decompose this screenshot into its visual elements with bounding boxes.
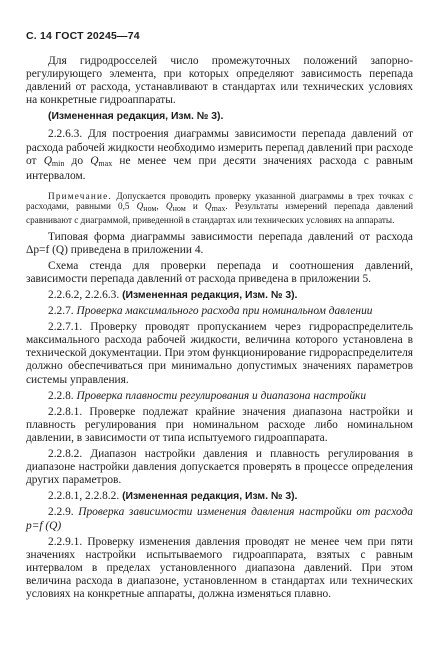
note-label: Примечание. bbox=[48, 190, 112, 201]
paragraph-2-2-7-1: 2.2.7.1. Проверку проводят пропусканием через гидрораспределитель максимального расхода рабочей жидкости, величина которого установлена в технической документации. При этом функционирование гидрораспределителя должно обеспечиваться при минимально допустимых значениях параметров системы управления. bbox=[26, 321, 413, 386]
paragraph-stand-scheme: Схема стенда для проверки перепада и соотношения давлений, зависимости перепада давлений от расхода приведена в приложении 5. bbox=[26, 259, 413, 285]
section-2-2-8-heading: 2.2.8. Проверка плавности регулирования и диапазона настройки bbox=[48, 389, 367, 402]
amendment-note bbox=[26, 110, 413, 123]
paragraph-hydrothrottles: Для гидродросселей число промежуточных положений запорно-регулирующего элемента, при которых определяют зависимость перепада давлений от расхода, устанавливают в стандартах или технических условиях на конкретные гидроаппараты. bbox=[26, 55, 413, 107]
section-2-2-9-heading: 2.2.9. Проверка зависимости изменения давления настройки от расхода p=f (Q) bbox=[26, 506, 413, 532]
paragraph-2-2-8-2: 2.2.8.2. Диапазон настройки давления и плавность регулирования в диапазоне настройки давления допускается проверять в процессе определения других параметров. bbox=[26, 448, 413, 487]
amendment-2-2-6: 2.2.6.2, 2.2.6.3. (Измененная редакция, Изм. № 3). bbox=[48, 289, 298, 301]
paragraph-2-2-8-1: 2.2.8.1. Проверке подлежат крайние значения диапазона настройки и плавность регулирования при номинальном расходе либо номинальном давлении, в зависимости от типа испытуемого гидроаппарата. bbox=[26, 405, 413, 444]
note-paragraph: Примечание. Допускается проводить проверку указанной диаграммы в трех точках с расходами, равными 0,5 Qном, Qном и Qmax. Результаты измерений перепада давлений сравнивают с диаграммой, приведенной в стандартах или технических условиях на аппараты. bbox=[26, 190, 414, 226]
section-2-2-7-heading: 2.2.7. Проверка максимального расхода при номинальном давлении bbox=[48, 305, 373, 318]
amendment-text: (Измененная редакция, Изм. № 3). bbox=[48, 111, 224, 123]
paragraph-2-2-6-3: 2.2.6.3. Для построения диаграммы зависимости перепада давлений от расхода рабочей жидкости необходимо измерить перепад давлений при расходе от $Q_{min}$ до $Q_{max}$ не менее чем при десяти значениях расхода с равным интервалом. bbox=[26, 128, 413, 182]
amendment-2-2-8: 2.2.8.1, 2.2.8.2. (Измененная редакция, Изм. № 3). bbox=[48, 490, 298, 503]
paragraph-2-2-9-1: 2.2.9.1. Проверку изменения давления проводят не менее чем при пяти значениях настройки испытываемого гидроаппарата, взятых с равным интервалом в пределах установленного диапазона давлений. При этом величина расхода в диапазоне, установленном в стандартах или технических условиях на конкретные аппараты, должна изменяться плавно. bbox=[26, 535, 413, 600]
page-header: С. 14 ГОСТ 20245—74 bbox=[26, 30, 140, 42]
paragraph-diagram-form: Типовая форма диаграммы зависимости перепада давлений от расхода Δp=f (Q) приведена в приложении 4. bbox=[26, 230, 413, 256]
document-page bbox=[26, 30, 413, 601]
